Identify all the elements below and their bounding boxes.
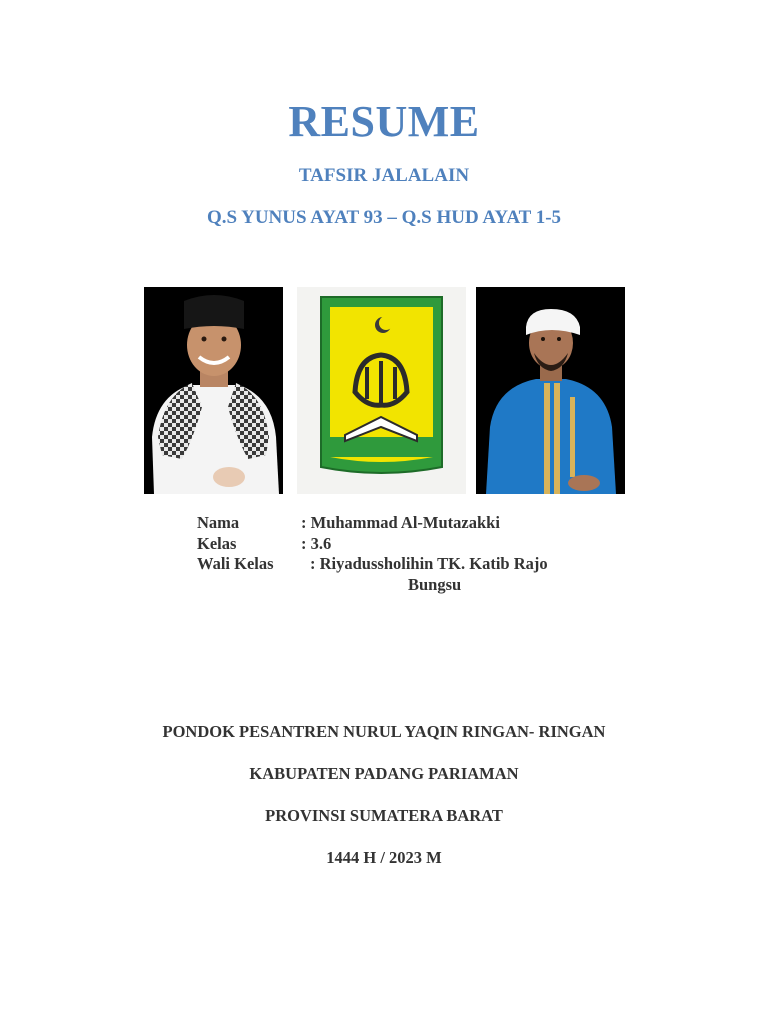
year-label: 1444 H / 2023 M [326, 848, 442, 867]
nama-label: Nama [197, 513, 240, 532]
subtitle-tafsir: TAFSIR JALALAIN [298, 165, 470, 186]
kelas-label: Kelas [197, 533, 237, 553]
portrait-elder-scholar [144, 287, 283, 494]
wali-kelas-value-continued: Bungsu [408, 574, 462, 594]
province-name: PROVINSI SUMATERA BARAT [265, 806, 503, 825]
wali-kelas-label: Wali Kelas [197, 554, 274, 573]
institution-name: PONDOK PESANTREN NURUL YAQIN RINGAN- RINGAN [162, 722, 606, 741]
pesantren-logo-emblem [297, 287, 466, 494]
page-title: RESUME [288, 97, 480, 146]
portrait-elder-illustration [144, 287, 283, 494]
wali-kelas-value: : Riyadussholihin TK. Katib Rajo [310, 554, 548, 573]
kelas-value: : 3.6 [301, 533, 332, 553]
regency-name: KABUPATEN PADANG PARIAMAN [249, 764, 519, 783]
subtitle-surah-range: Q.S YUNUS AYAT 93 – Q.S HUD AYAT 1-5 [206, 207, 562, 228]
portrait-young-scholar [476, 287, 625, 494]
pesantren-logo [297, 287, 466, 494]
nama-value: : Muhammad Al-Mutazakki [301, 513, 500, 532]
portrait-young-illustration [476, 287, 625, 494]
